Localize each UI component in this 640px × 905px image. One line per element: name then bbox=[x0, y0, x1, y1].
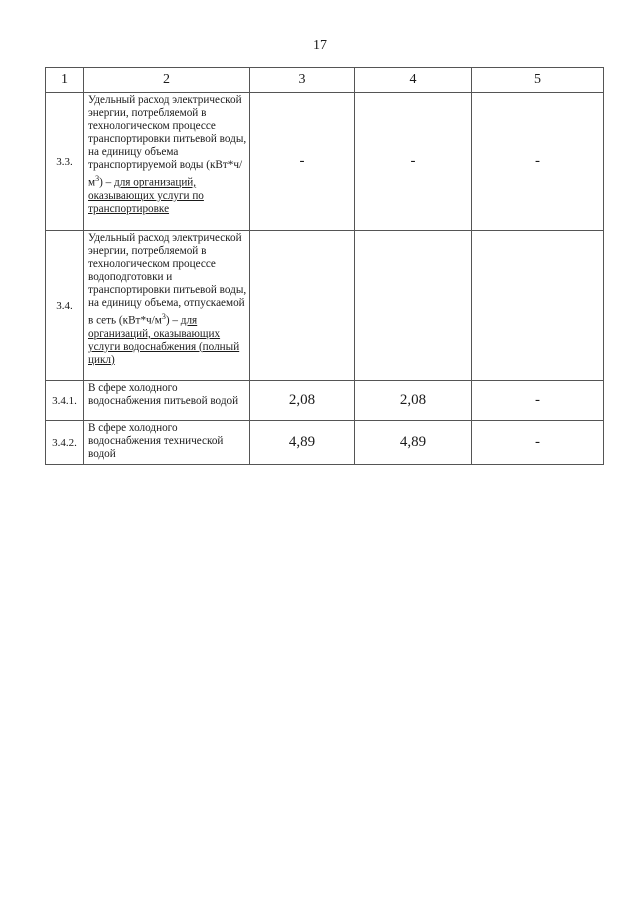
description-dash: ) – bbox=[99, 176, 115, 189]
data-table bbox=[45, 67, 604, 465]
value-col-4: - bbox=[355, 93, 472, 231]
header-cell-1: 1 bbox=[46, 68, 84, 93]
description-dash: ) – bbox=[165, 314, 181, 327]
row-description bbox=[84, 231, 250, 381]
value-col-3 bbox=[250, 231, 355, 381]
row-number: 3.3. bbox=[46, 93, 84, 231]
value-col-3: - bbox=[250, 93, 355, 231]
row-description: В сфере холодного водоснабжения технической водой bbox=[84, 421, 250, 465]
description-underlined: для организаций, оказывающих услуги водоснабжения (полный цикл) bbox=[88, 314, 240, 366]
header-cell-3: 3 bbox=[250, 68, 355, 93]
value-col-3: 2,08 bbox=[250, 381, 355, 421]
table-row bbox=[46, 231, 604, 381]
description-text: Удельный расход электрической энергии, потребляемой в технологическом процессе водоподготовки и транспортировки питьевой воды, на единицу объема, отпускаемой в сеть (кВт*ч/м bbox=[88, 232, 247, 327]
row-description bbox=[84, 93, 250, 231]
value-col-4: 2,08 bbox=[355, 381, 472, 421]
row-description: В сфере холодного водоснабжения питьевой водой bbox=[84, 381, 250, 421]
superscript: 3 bbox=[95, 174, 100, 183]
superscript: 3 bbox=[161, 312, 166, 321]
value-col-5: - bbox=[472, 381, 604, 421]
table-header-row bbox=[46, 68, 604, 93]
header-cell-2: 2 bbox=[84, 68, 250, 93]
value-col-5 bbox=[472, 231, 604, 381]
value-col-3: 4,89 bbox=[250, 421, 355, 465]
description-text: Удельный расход электрической энергии, потребляемой в технологическом процессе транспортировки питьевой воды, на единицу объема транспортируемой воды (кВт*ч/м bbox=[88, 94, 247, 189]
description-underlined: для организаций, оказывающих услуги по транспортировке bbox=[88, 176, 204, 215]
header-cell-5: 5 bbox=[472, 68, 604, 93]
row-number: 3.4.2. bbox=[46, 421, 84, 465]
table-row bbox=[46, 421, 604, 465]
row-number: 3.4.1. bbox=[46, 381, 84, 421]
value-col-4: 4,89 bbox=[355, 421, 472, 465]
table-row bbox=[46, 381, 604, 421]
table-row bbox=[46, 93, 604, 231]
value-col-5: - bbox=[472, 421, 604, 465]
value-col-4 bbox=[355, 231, 472, 381]
header-cell-4: 4 bbox=[355, 68, 472, 93]
page-number: 17 bbox=[313, 38, 327, 53]
value-col-5: - bbox=[472, 93, 604, 231]
row-number: 3.4. bbox=[46, 231, 84, 381]
